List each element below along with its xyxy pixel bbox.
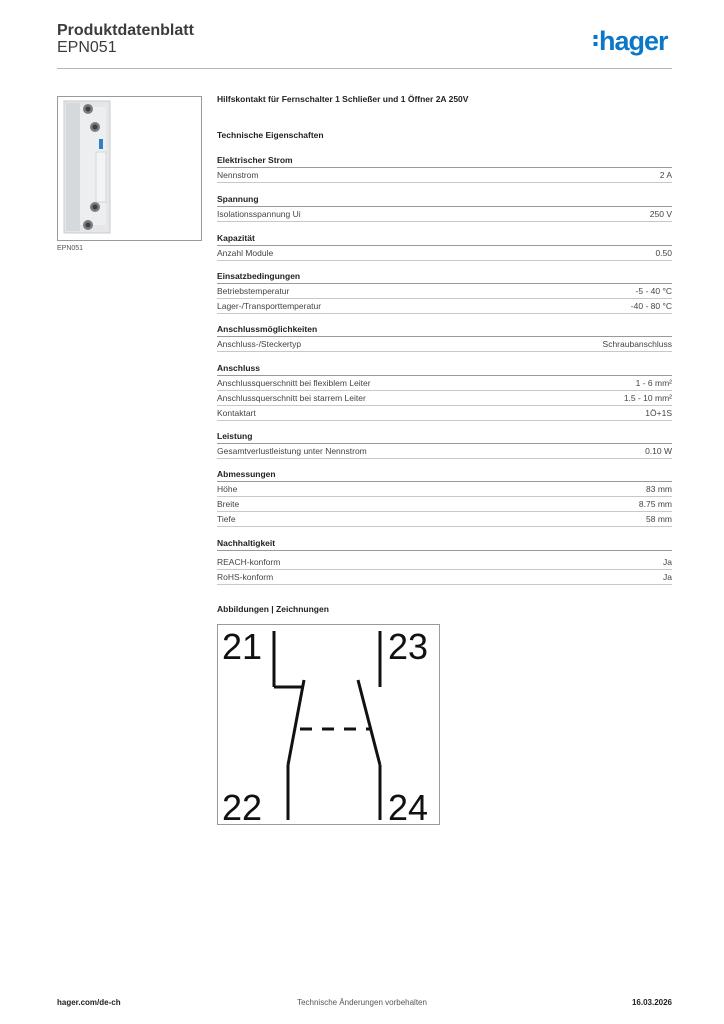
spec-label: Höhe: [217, 484, 238, 494]
spec-value: Schraubanschluss: [602, 339, 672, 349]
spec-row: [217, 571, 672, 585]
figures-heading: Abbildungen | Zeichnungen: [217, 604, 329, 614]
spec-label: Nennstrom: [217, 170, 259, 180]
no-contact-symbol: [358, 631, 380, 820]
spec-label: REACH-konform: [217, 557, 281, 567]
spec-row: [217, 247, 672, 261]
spec-label: Anzahl Module: [217, 248, 274, 258]
spec-label: Anschluss-/Steckertyp: [217, 339, 302, 349]
section-title: Spannung: [217, 194, 672, 207]
section-title: Anschlussmöglichkeiten: [217, 324, 672, 337]
spec-row: [217, 338, 672, 352]
contact-diagram-svg: [218, 625, 439, 824]
spec-row: [217, 300, 672, 314]
hager-logo: [593, 26, 668, 56]
spec-value: 250 V: [649, 209, 672, 219]
spec-value: 83 mm: [646, 484, 672, 494]
spec-label: Tiefe: [217, 514, 236, 524]
section-title: Elektrischer Strom: [217, 155, 672, 168]
spec-row: [217, 498, 672, 512]
spec-value: -5 - 40 °C: [635, 286, 672, 296]
spec-label: Kontaktart: [217, 408, 256, 418]
terminal-label-24: 24: [388, 787, 429, 824]
spec-value: 8.75 mm: [638, 499, 672, 509]
spec-value: -40 - 80 °C: [630, 301, 672, 311]
spec-row: [217, 392, 672, 406]
footer-date: 16.03.2026: [631, 998, 672, 1007]
spec-label: Isolationsspannung Ui: [217, 209, 301, 219]
header-divider: [57, 68, 672, 69]
product-image-caption: EPN051: [57, 245, 84, 252]
technical-properties-heading: Technische Eigenschaften: [217, 130, 324, 140]
spec-row: [217, 483, 672, 497]
section-title: Einsatzbedingungen: [217, 271, 672, 284]
terminal-label-22: 22: [222, 787, 263, 824]
footer-website: hager.com/de-ch: [57, 998, 121, 1007]
spec-value: 1 - 6 mm²: [635, 378, 672, 388]
product-code: EPN051: [57, 39, 117, 56]
spec-row: [217, 285, 672, 299]
product-image: [57, 96, 202, 241]
spec-label: Anschlussquerschnitt bei flexiblem Leiter: [217, 378, 371, 388]
spec-label: Lager-/Transporttemperatur: [217, 301, 322, 311]
logo-text: hager: [599, 26, 668, 56]
spec-value: 1.5 - 10 mm²: [623, 393, 672, 403]
product-photo-icon: [58, 97, 201, 240]
spec-row: [217, 407, 672, 421]
section-title: Abmessungen: [217, 469, 672, 482]
terminal-label-23: 23: [388, 626, 429, 667]
spec-value: Ja: [663, 557, 672, 567]
nc-contact-symbol: [274, 631, 304, 820]
spec-row: [217, 513, 672, 527]
section-title: Kapazität: [217, 233, 672, 246]
logo-dots-icon: [593, 24, 599, 54]
spec-row: [217, 556, 672, 570]
spec-value: 0.10 W: [645, 446, 672, 456]
spec-label: Betriebstemperatur: [217, 286, 290, 296]
spec-row: [217, 169, 672, 183]
page-title: Produktdatenblatt: [57, 22, 194, 39]
spec-row: [217, 445, 672, 459]
spec-label: Anschlussquerschnitt bei starrem Leiter: [217, 393, 366, 403]
section-title: Leistung: [217, 431, 672, 444]
section-title: Anschluss: [217, 363, 672, 376]
spec-value: 58 mm: [646, 514, 672, 524]
spec-label: Gesamtverlustleistung unter Nennstrom: [217, 446, 367, 456]
spec-value: Ja: [663, 572, 672, 582]
spec-label: Breite: [217, 499, 240, 509]
spec-label: RoHS-konform: [217, 572, 274, 582]
terminal-label-21: 21: [222, 626, 263, 667]
spec-value: 0.50: [655, 248, 672, 258]
product-description: Hilfskontakt für Fernschalter 1 Schließer und 1 Öffner 2A 250V: [217, 94, 469, 104]
spec-row: [217, 377, 672, 391]
footer-disclaimer: Technische Änderungen vorbehalten: [297, 998, 427, 1007]
spec-value: 2 A: [659, 170, 672, 180]
spec-row: [217, 208, 672, 222]
contact-wiring-diagram: [217, 624, 440, 825]
spec-value: 1Ö+1S: [645, 408, 672, 418]
section-title: Nachhaltigkeit: [217, 538, 672, 551]
